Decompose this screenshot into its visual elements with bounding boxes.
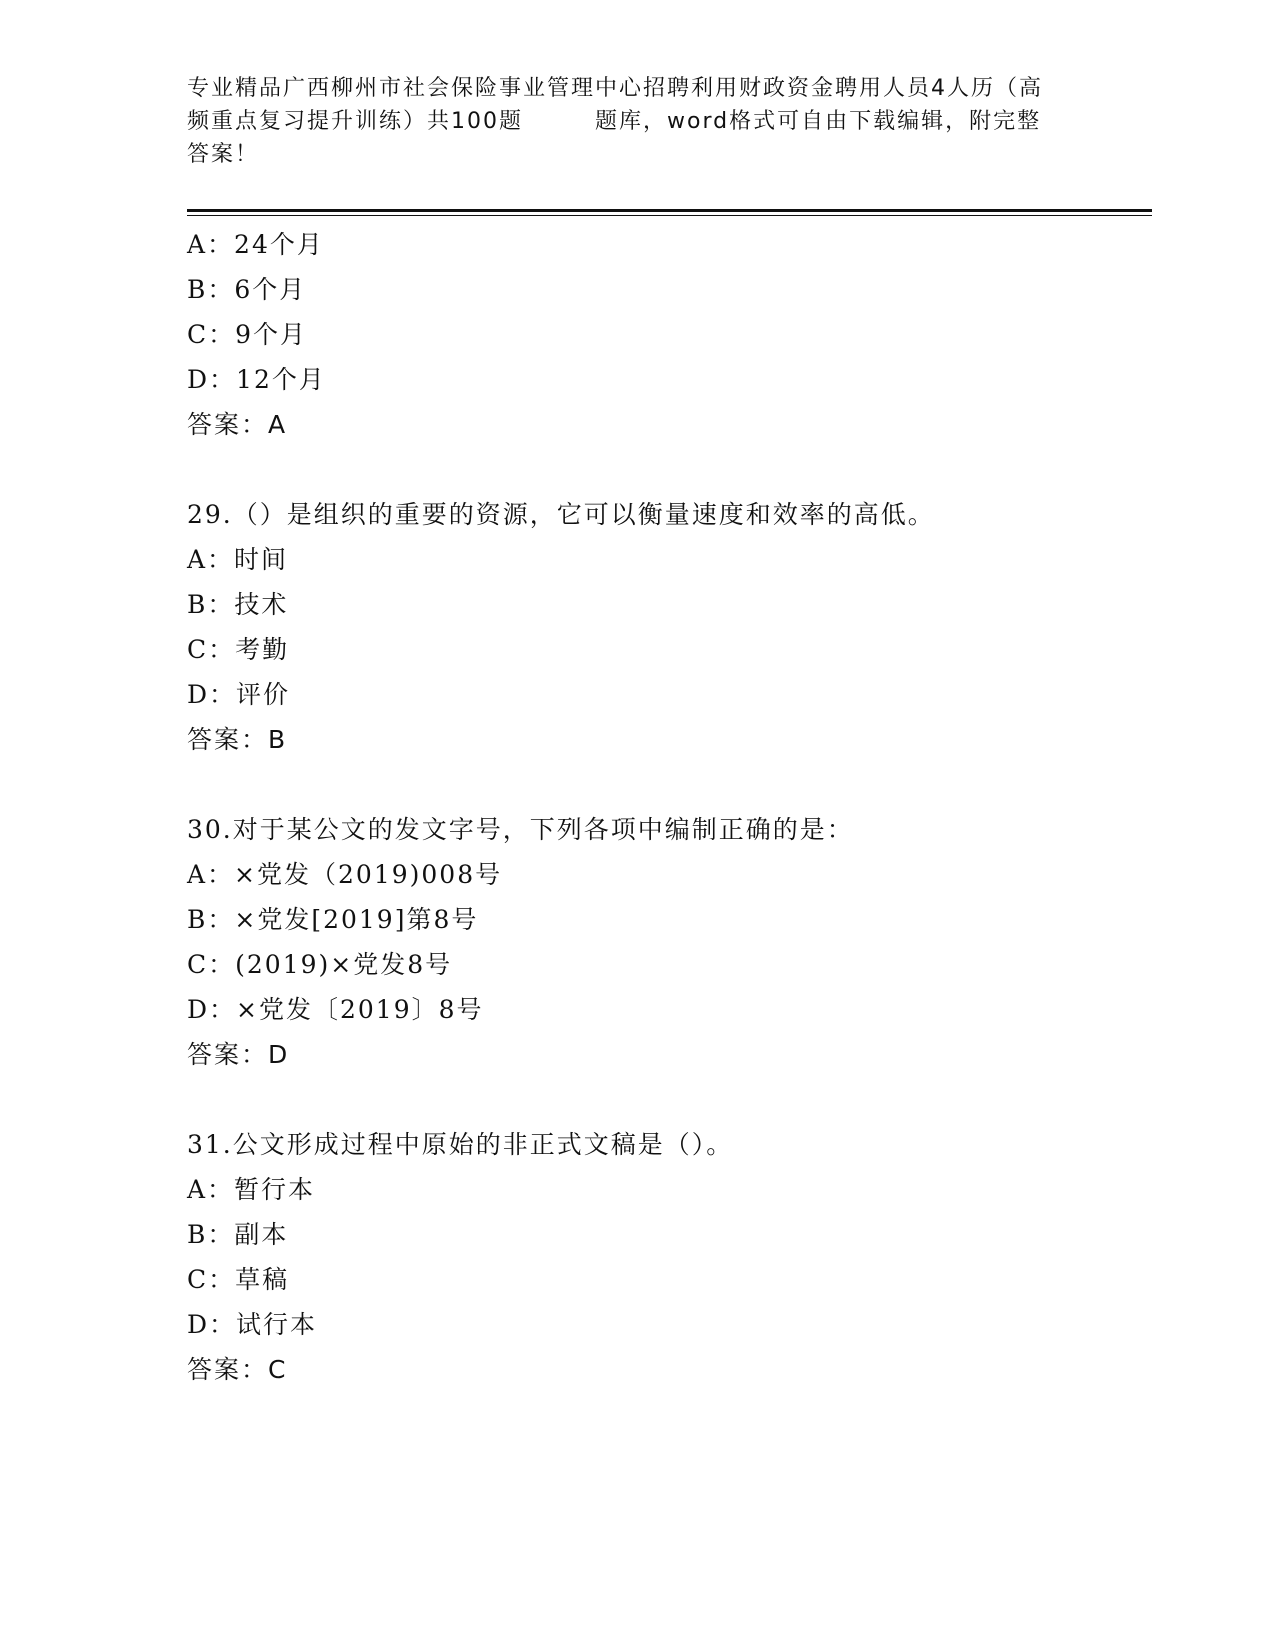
header-line-2: 频重点复习提升训练）共100题 题库，word格式可自由下载编辑，附完整 <box>187 109 1042 134</box>
option-d: D：×党发〔2019〕8号 <box>187 995 484 1024</box>
option-a: A：时间 <box>187 545 289 574</box>
option-c: C：考勤 <box>187 635 290 664</box>
option-d: D：试行本 <box>187 1310 318 1339</box>
document-header <box>187 72 1087 171</box>
option-b: B：副本 <box>187 1220 289 1249</box>
option-d: D：评价 <box>187 680 291 709</box>
question-28 <box>187 222 1147 447</box>
header-line-1: 专业精品广西柳州市社会保险事业管理中心招聘利用财政资金聘用人员4人历（高 <box>187 76 1043 101</box>
header-divider-thick <box>187 209 1152 212</box>
answer: 答案：D <box>187 1040 290 1069</box>
option-c: C：草稿 <box>187 1265 290 1294</box>
option-c: C：(2019)×党发8号 <box>187 950 453 979</box>
spacer <box>187 762 1147 807</box>
answer: 答案：C <box>187 1355 288 1384</box>
header-line-3: 答案！ <box>187 142 260 167</box>
option-b: B：技术 <box>187 590 289 619</box>
question-29 <box>187 492 1147 762</box>
question-list <box>187 222 1147 1392</box>
option-c: C：9个月 <box>187 320 308 349</box>
spacer <box>187 1077 1147 1122</box>
option-b: B：6个月 <box>187 275 307 304</box>
option-a: A：暂行本 <box>187 1175 316 1204</box>
question-title: 29.（）是组织的重要的资源，它可以衡量速度和效率的高低。 <box>187 500 935 529</box>
question-31 <box>187 1122 1147 1392</box>
question-title: 30.对于某公文的发文字号，下列各项中编制正确的是： <box>187 815 854 844</box>
option-a: A：×党发（2019)008号 <box>187 860 503 889</box>
header-divider-thin <box>187 215 1152 216</box>
option-b: B：×党发[2019]第8号 <box>187 905 479 934</box>
answer: 答案：A <box>187 410 288 439</box>
question-title: 31.公文形成过程中原始的非正式文稿是（）。 <box>187 1130 734 1159</box>
question-30 <box>187 807 1147 1077</box>
option-d: D：12个月 <box>187 365 326 394</box>
spacer <box>187 447 1147 492</box>
answer: 答案：B <box>187 725 288 754</box>
option-a: A：24个月 <box>187 230 324 259</box>
